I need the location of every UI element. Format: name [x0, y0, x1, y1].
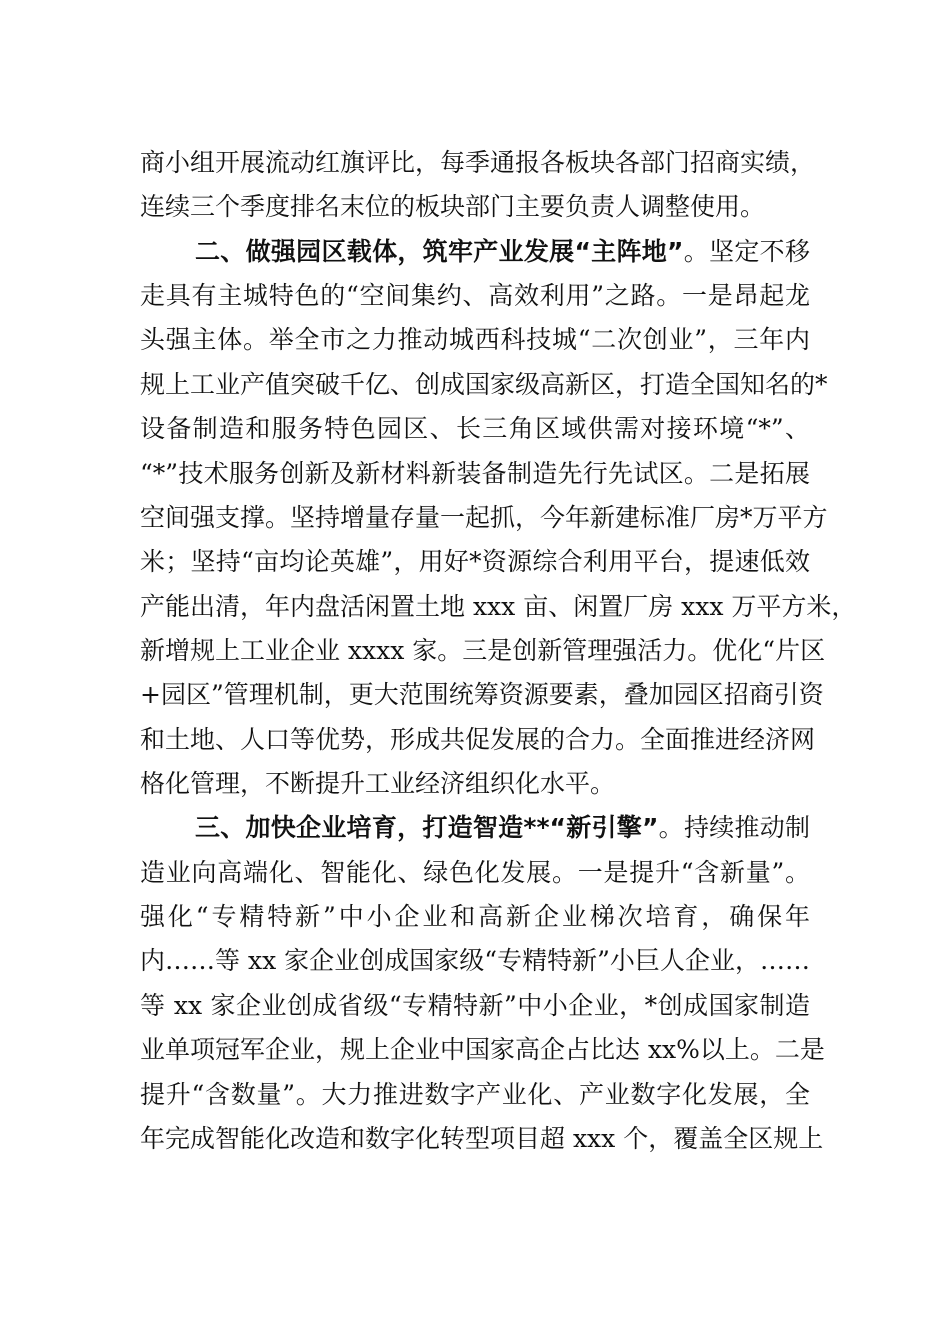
body-text-line [140, 452, 810, 496]
line-text: 。持续推动制 [658, 813, 810, 843]
body-text-line [140, 185, 810, 229]
line-text: 年完成智能化改造和数字化转型项目超 xxx 个，覆盖全区规上 [140, 1123, 824, 1153]
line-text: 连续三个季度排名末位的板块部门主要负责人调整使用。 [140, 192, 766, 222]
line-text: 等 xx 家企业创成省级“专精特新”中小企业，*创成国家制造 [140, 990, 810, 1020]
body-text-line [140, 939, 810, 983]
body-text-line [140, 141, 816, 185]
body-text-line [140, 718, 816, 762]
body-text-line [140, 1028, 825, 1072]
section-heading: 三、加快企业培育，打造智造**“新引擎” [195, 813, 659, 843]
body-text-line [140, 318, 810, 362]
section-heading-line [195, 230, 810, 274]
body-text-line [140, 673, 824, 717]
body-text-line [140, 496, 828, 540]
body-text-line [140, 363, 828, 407]
section-heading: 二、做强园区载体，筑牢产业发展“主阵地” [195, 236, 684, 266]
line-text: 格化管理，不断提升工业经济组织化水平。 [140, 769, 616, 799]
line-text: 规上工业产值突破千亿、创成国家级高新区，打造全国知名的* [140, 369, 828, 399]
line-text: 走具有主城特色的“空间集约、高效利用”之路。一是昂起龙 [140, 281, 810, 311]
line-text: 。坚定不移 [683, 236, 810, 266]
body-text-line [140, 407, 810, 451]
line-text: 头强主体。举全市之力推动城西科技城“二次创业”，三年内 [140, 325, 810, 355]
line-text: 米；坚持“亩均论英雄”，用好*资源综合利用平台，提速低效 [140, 547, 810, 577]
body-text-line [140, 1073, 810, 1117]
body-text-line [140, 984, 810, 1028]
line-text: 商小组开展流动红旗评比，每季通报各板块各部门招商实绩， [140, 148, 816, 177]
body-text-line [140, 1117, 824, 1161]
body-text-line [140, 851, 810, 895]
line-text: 造业向高端化、智能化、绿色化发展。一是提升“含新量”。 [140, 857, 810, 887]
body-text-line [140, 762, 810, 806]
line-text: 业单项冠军企业，规上企业中国家高企占比达 xx%以上。二是 [140, 1035, 825, 1065]
line-text: 和土地、人口等优势，形成共促发展的合力。全面推进经济网 [140, 724, 816, 754]
body-text-line [140, 895, 810, 939]
line-text: 产能出清，年内盘活闲置土地 xxx 亩、闲置厂房 xxx 万平方米， [140, 591, 857, 621]
line-text: “*”技术服务创新及新材料新装备制造先行先试区。二是拓展 [140, 458, 810, 488]
body-text-line [140, 540, 810, 584]
section-heading-line [195, 806, 810, 850]
line-text: 空间强支撑。坚持增量存量一起抓，今年新建标准厂房*万平方 [140, 502, 828, 532]
line-text: 设备制造和服务特色园区、长三角区域供需对接环境“*”、 [140, 414, 810, 444]
line-text: +园区”管理机制，更大范围统筹资源要素，叠加园区招商引资 [140, 680, 824, 710]
body-text-line [140, 585, 857, 629]
body-text-line [140, 274, 810, 318]
line-text: 强化“专精特新”中小企业和高新企业梯次培育，确保年 [140, 902, 810, 932]
body-text-line [140, 629, 826, 673]
line-text: 提升“含数量”。大力推进数字产业化、产业数字化发展，全 [140, 1079, 810, 1109]
line-text: 新增规上工业企业 xxxx 家。三是创新管理强活力。优化“片区 [140, 635, 826, 665]
line-text: 内……等 xx 家企业创成国家级“专精特新”小巨人企业，…… [140, 946, 810, 976]
